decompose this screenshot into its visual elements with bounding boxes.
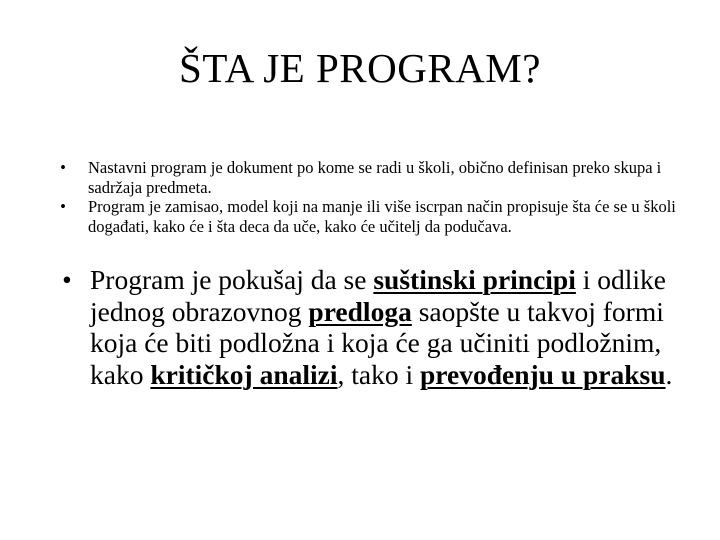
bullet-dot-icon: •	[60, 158, 66, 177]
main-bullet-item	[56, 264, 676, 390]
main-text-part-1: Program je pokušaj da se	[90, 264, 374, 295]
main-bullet-list	[56, 264, 676, 390]
main-text-part-2: i odlike jednog obrazovnog	[90, 264, 667, 327]
small-bullet-list	[56, 158, 676, 236]
main-text-part-5: .	[665, 358, 673, 390]
emphasis-essential-principles: suštinski principi	[373, 264, 576, 295]
bullet-text-2: Program je zamisao, model koji na manje ili više iscrpan način propisuje šta će se u školi događati, kako će i šta deca da uče, kako će učitelj da podučava.	[88, 197, 676, 236]
bullet-item-1	[56, 158, 676, 197]
slide-title: ŠTA JE PROGRAM?	[179, 45, 541, 91]
main-text-part-4: , tako i	[337, 358, 420, 390]
bullet-dot-icon: •	[60, 197, 66, 216]
bullet-item-2	[56, 197, 676, 236]
emphasis-proposal: predloga	[308, 295, 412, 327]
bullet-text-1: Nastavni program je dokument po kome se radi u školi, obično definisan preko skupa i sadržaja predmeta.	[88, 158, 662, 197]
emphasis-into-practice: prevođenju u praksu	[420, 358, 666, 390]
emphasis-critical-analysis: kritičkoj analizi	[150, 358, 338, 390]
main-text-part-3: saopšte u takvoj formi koja će biti podložna i koja će ga učiniti podložnim, kako	[90, 295, 664, 390]
bullet-dot-icon: •	[62, 264, 72, 295]
